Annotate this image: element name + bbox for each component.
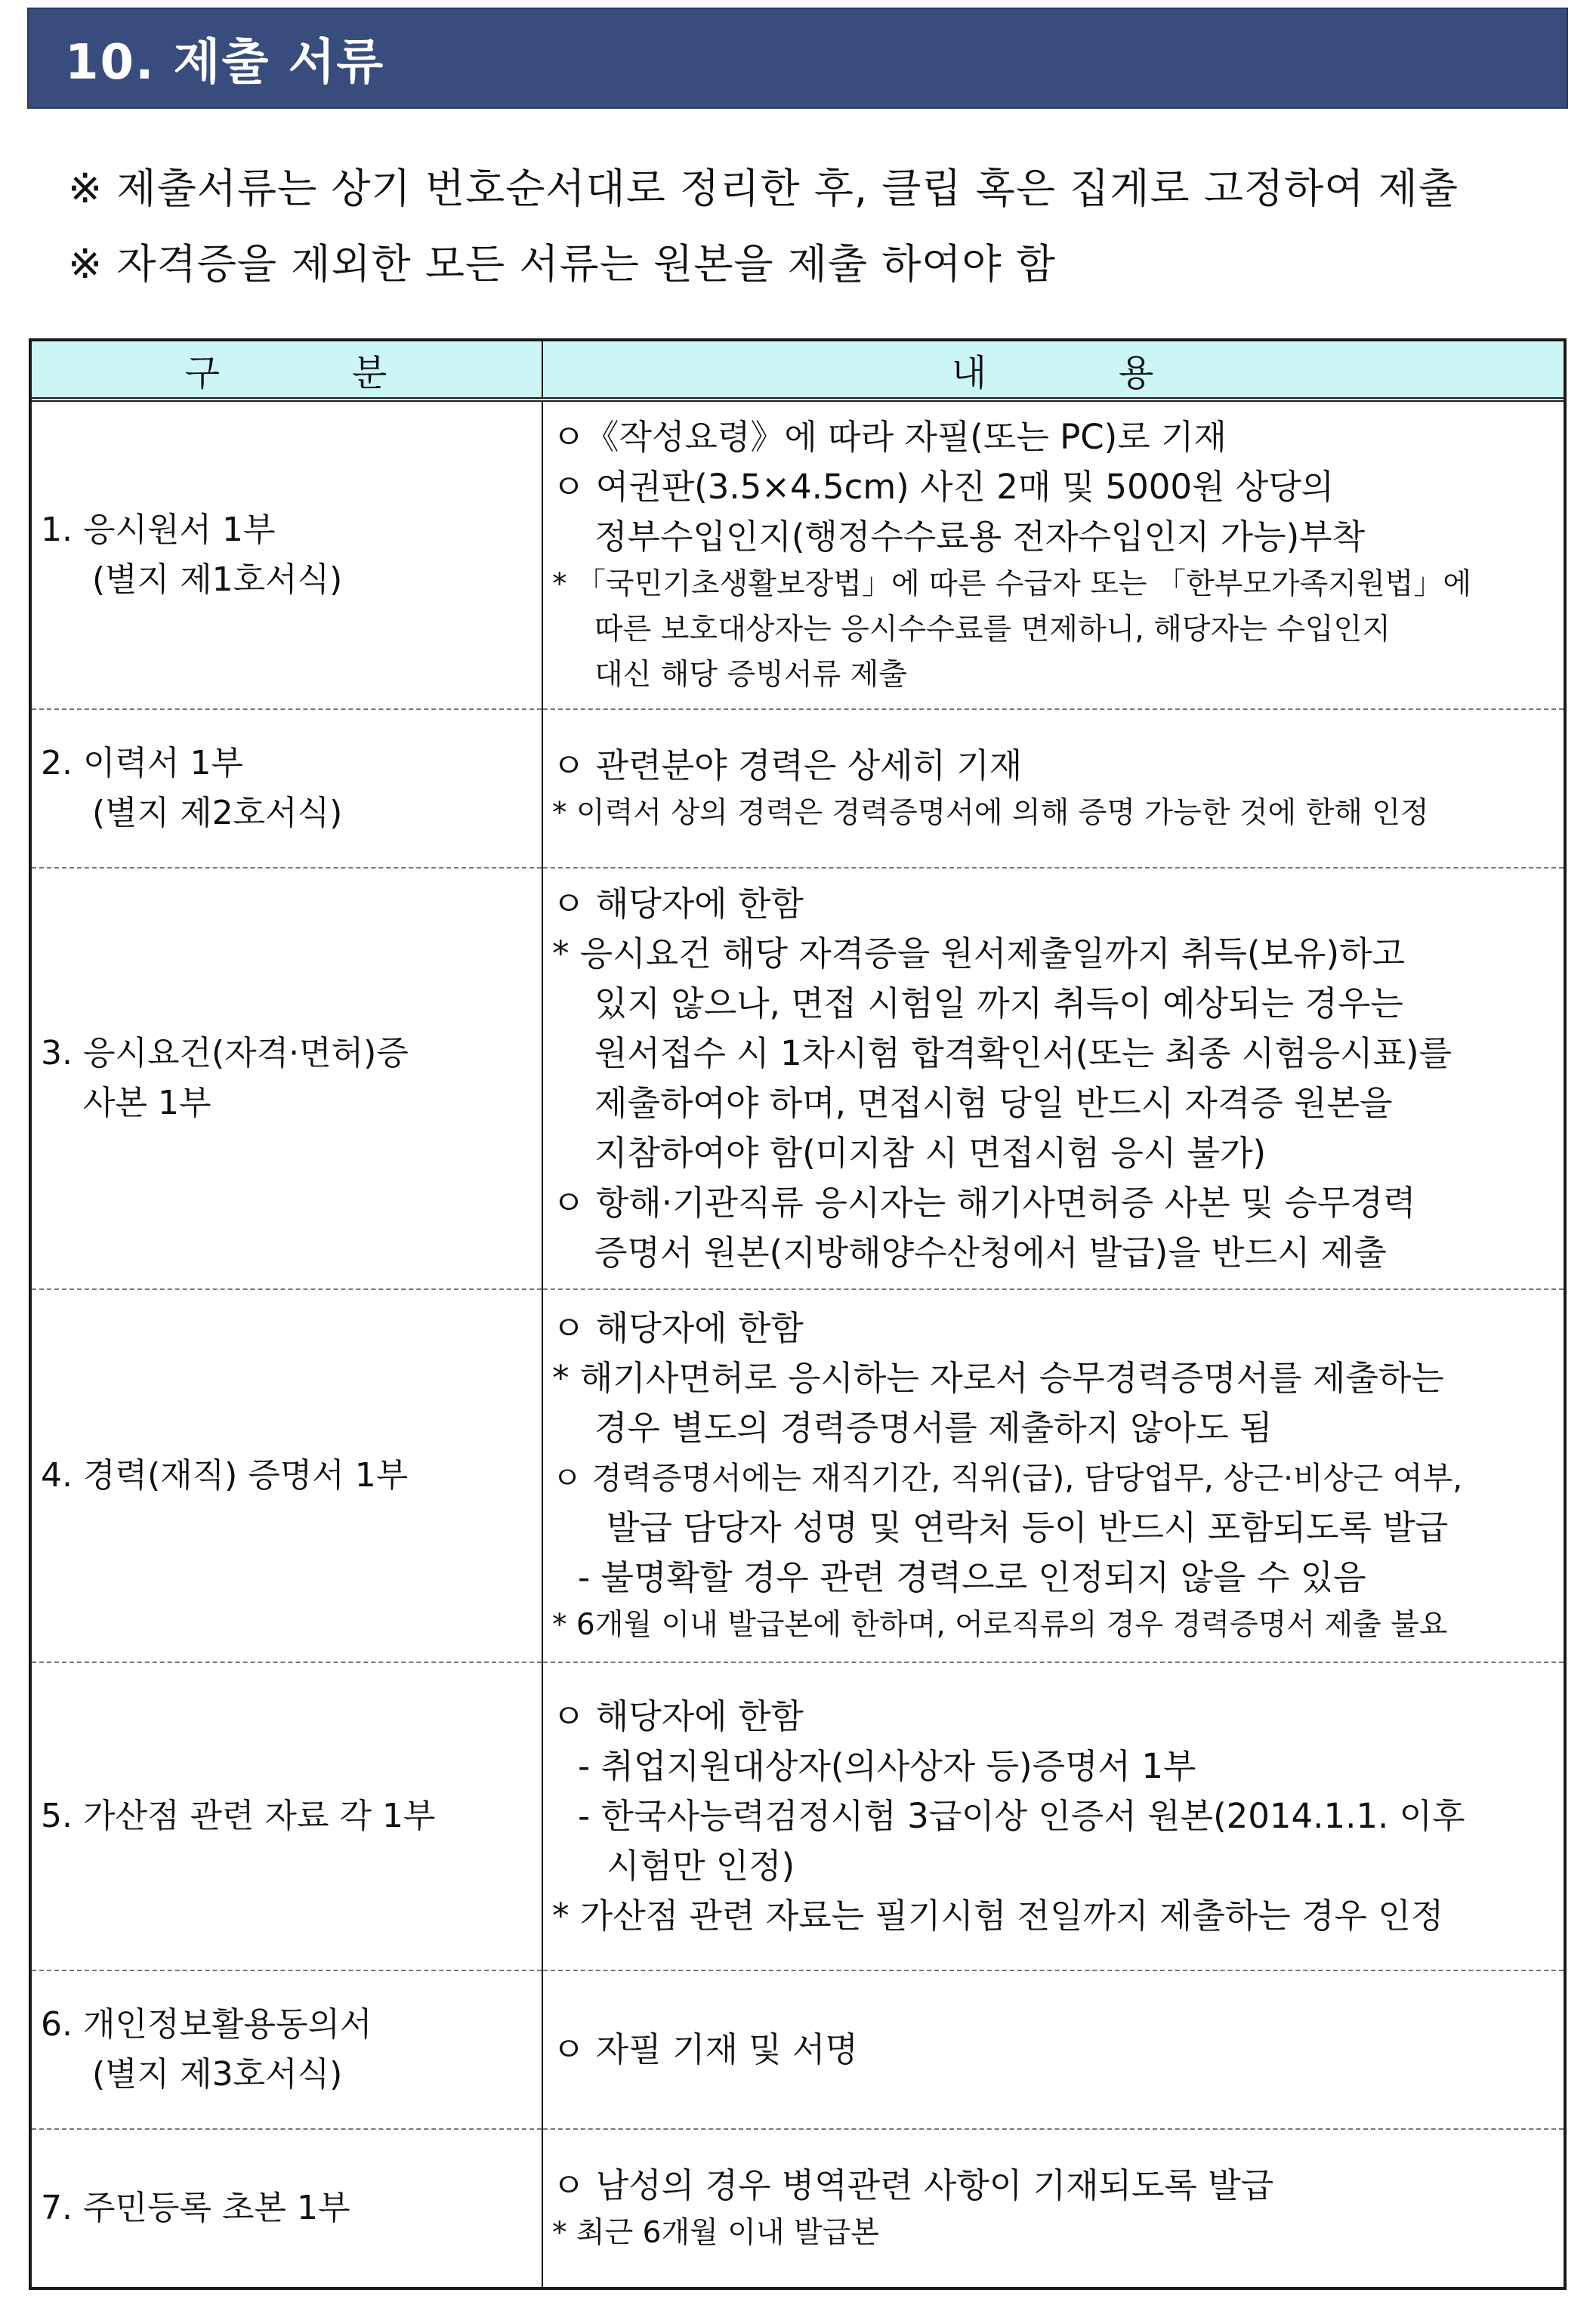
content-line: ㅇ 해당자에 한함 [552,884,804,924]
content-line: ㅇ 항해·기관직류 응시자는 해기사면허증 사본 및 승무경력 [552,1183,1416,1223]
content-line: * 이력서 상의 경력은 경력증명서에 의해 증명 가능한 것에 한해 인정 [552,796,1429,830]
note-item: ※ 자격증을 제외한 모든 서류는 원본을 제출 하여야 함 [68,240,1057,288]
table-row [32,709,1564,868]
content-line: ㅇ 남성의 경우 병역관련 사항이 기재되도록 발급 [552,2165,1274,2205]
content-line: ㅇ 해당자에 한함 [552,1696,804,1736]
row-category: 2. 이력서 1부 (별지 제2호서식) [32,709,542,868]
table-row [32,1662,1564,1970]
content-line: 대신 해당 증빙서류 제출 [594,658,907,692]
row-content [542,2129,1564,2287]
table-header-row [32,341,1564,400]
content-line: 지참하여야 함(미지참 시 면접시험 응시 불가) [594,1133,1267,1173]
content-line: - 취업지원대상자(의사상자 등)증명서 1부 [578,1746,1196,1786]
content-line: * 최근 6개월 이내 발급본 [552,2216,879,2250]
table-row [32,400,1564,709]
row-category: 7. 주민등록 초본 1부 [41,2189,350,2227]
row-category: 1. 응시원서 1부 (별지 제1호서식) [32,400,542,709]
content-line: 경우 별도의 경력증명서를 제출하지 않아도 됨 [594,1408,1273,1448]
content-line: 증명서 원본(지방해양수산청에서 발급)을 반드시 제출 [594,1233,1387,1273]
content-line: 있지 않으나, 면접 시험일 까지 취득이 예상되는 경우는 [594,983,1403,1023]
notes [68,151,1579,302]
section-title: 10. 제출 서류 [65,35,385,91]
note-item: ※ 제출서류는 상기 번호순서대로 정리한 후, 클립 혹은 집게로 고정하여 제출 [68,165,1459,212]
content-line: ㅇ 관련분야 경력은 상세히 기재 [552,745,1023,785]
row-category: 4. 경력(재직) 증명서 1부 [32,1289,542,1662]
table-row [32,868,1564,1289]
section-title-bar [27,8,1568,109]
row-category: 5. 가산점 관련 자료 각 1부 [32,1662,542,1970]
content-line: 원서접수 시 1차시험 합격확인서(또는 최종 시험응시표)를 [594,1033,1452,1073]
content-line: ㅇ《작성요령》에 따라 자필(또는 PC)로 기재 [552,417,1227,457]
row-category: 6. 개인정보활용동의서 (별지 제3호서식) [32,1970,542,2129]
content-line: 발급 담당자 성명 및 연락처 등이 반드시 포함되도록 발급 [607,1507,1449,1548]
content-line: ㅇ 해당자에 한함 [552,1308,804,1348]
content-line: * 가산점 관련 자료는 필기시험 전일까지 제출하는 경우 인정 [552,1896,1444,1936]
content-line: * 응시요건 해당 자격증을 원서제출일까지 취득(보유)하고 [552,933,1405,974]
table-row [32,2129,1564,2287]
row-content [542,709,1564,868]
content-line: 시험만 인정) [607,1846,795,1886]
header-category: 구 분 [32,341,542,400]
content-line: 정부수입인지(행정수수료용 전자수입인지 가능)부착 [594,517,1366,557]
content-line: ㅇ 경력증명서에는 재직기간, 직위(급), 담당업무, 상근·비상근 여부, [552,1460,1463,1496]
row-content [542,1970,1564,2129]
content-line: * 해기사면허로 응시하는 자로서 승무경력증명서를 제출하는 [552,1358,1444,1398]
table-row [32,1289,1564,1662]
content-line: ㅇ 여권판(3.5×4.5cm) 사진 2매 및 5000원 상당의 [552,467,1335,507]
content-line: 따른 보호대상자는 응시수수료를 면제하니, 해당자는 수입인지 [594,613,1391,646]
content-line: - 불명확할 경우 관련 경력으로 인정되지 않을 수 있음 [578,1557,1366,1597]
row-category: 3. 응시요건(자격·면허)증 사본 1부 [32,868,542,1289]
content-line: - 한국사능력검정시험 3급이상 인증서 원본(2014.1.1. 이후 [578,1796,1465,1836]
header-content: 내 용 [542,341,1564,400]
row-content [542,1662,1564,1970]
content-line: ㅇ 자필 기재 및 서명 [552,2029,858,2069]
content-line: 제출하여야 하며, 면접시험 당일 반드시 자격증 원본을 [594,1083,1393,1123]
content-line: * 「국민기초생활보장법」에 따른 수급자 또는 「한부모가족지원법」에 [552,567,1472,601]
row-content [542,400,1564,709]
table-row [32,1970,1564,2129]
row-content [542,868,1564,1289]
content-line: * 6개월 이내 발급본에 한하며, 어로직류의 경우 경력증명서 제출 불요 [552,1608,1448,1642]
documents-table [29,338,1567,2290]
row-content [542,1289,1564,1662]
